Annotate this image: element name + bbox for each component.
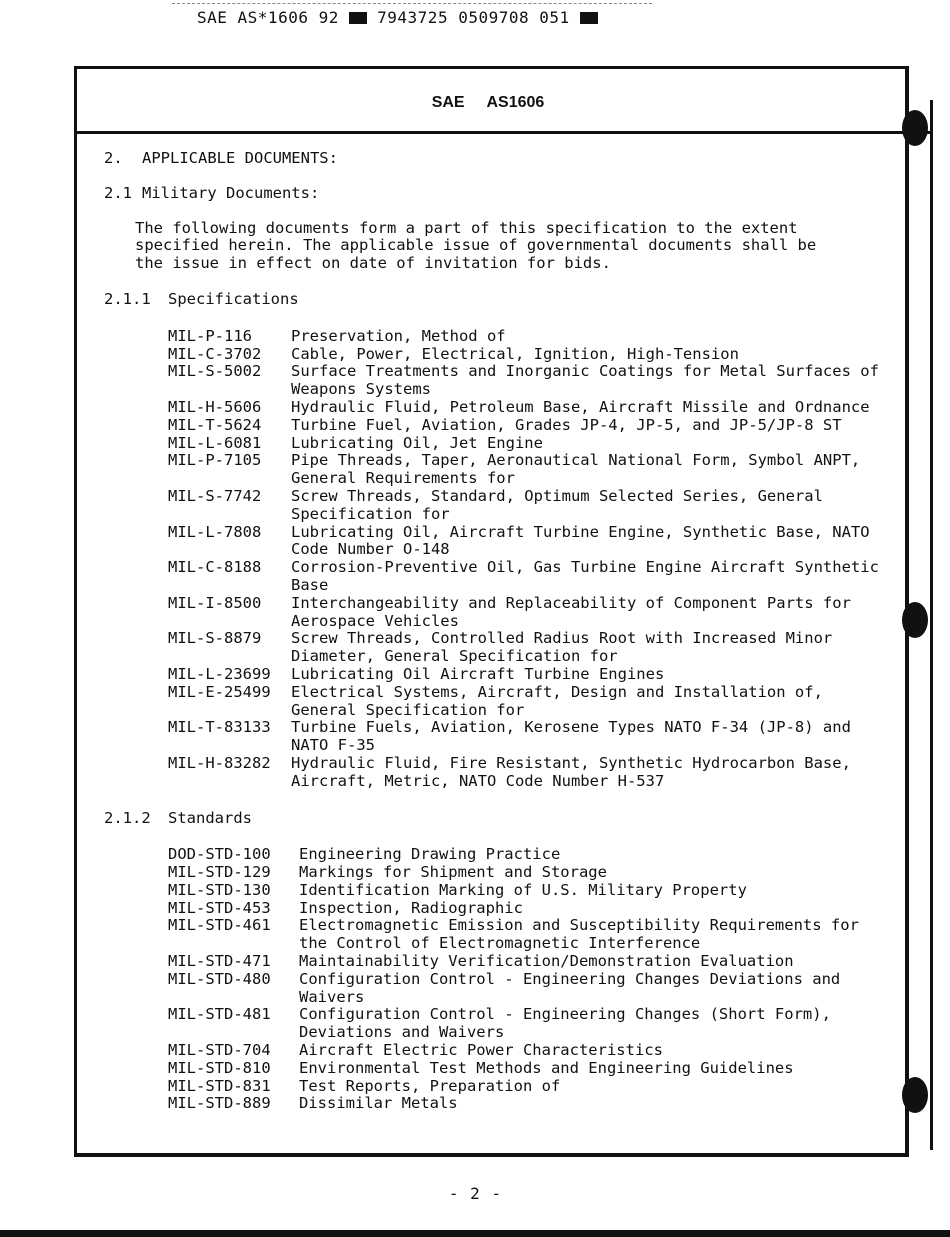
black-block-mark	[580, 12, 598, 24]
std-code: MIL-STD-461	[168, 916, 271, 935]
std-code: MIL-STD-129	[168, 863, 271, 882]
doc-code-middle: 7943725 0509708 051	[377, 8, 570, 27]
std-code: MIL-STD-471	[168, 952, 271, 971]
list-item	[168, 595, 894, 631]
std-title: Markings for Shipment and Storage	[299, 863, 607, 882]
spec-title: Pipe Threads, Taper, Aeronautical National Form, Symbol ANPT, General Requirements for	[291, 451, 861, 488]
bottom-scan-bar	[0, 1230, 950, 1237]
top-scan-rule	[172, 3, 652, 4]
spec-code: MIL-P-7105	[168, 451, 262, 470]
section-heading	[104, 150, 894, 168]
list-item	[168, 1006, 894, 1042]
spec-code: MIL-S-7742	[168, 486, 262, 505]
std-title: Test Reports, Preparation of	[299, 1076, 561, 1095]
punch-hole	[902, 602, 928, 638]
spec-title: Preservation, Method of	[291, 326, 506, 345]
list-item	[168, 971, 894, 1007]
std-code: MIL-STD-889	[168, 1094, 271, 1113]
section-title: Military Documents:	[142, 183, 320, 202]
list-item	[168, 864, 894, 882]
specifications-list	[168, 328, 894, 791]
spec-title: Screw Threads, Standard, Optimum Selected Series, General Specification for	[291, 486, 823, 523]
list-item	[168, 666, 894, 684]
std-code: MIL-STD-704	[168, 1041, 271, 1060]
punch-hole	[902, 1077, 928, 1113]
list-item	[168, 1060, 894, 1078]
standards-list	[168, 846, 894, 1113]
spec-code: MIL-L-23699	[168, 664, 271, 683]
list-item	[168, 559, 894, 595]
std-title: Configuration Control - Engineering Changes Deviations and Waivers	[299, 969, 841, 1006]
spec-code: MIL-I-8500	[168, 593, 262, 612]
intro-paragraph	[135, 220, 875, 273]
list-item	[168, 684, 894, 720]
spec-code: MIL-C-3702	[168, 344, 262, 363]
list-item	[168, 435, 894, 453]
list-item	[168, 346, 894, 364]
section-heading	[104, 810, 894, 828]
std-code: MIL-STD-480	[168, 969, 271, 988]
section-number: 2.1.1	[104, 289, 151, 308]
list-item	[168, 953, 894, 971]
section-number: 2.1	[104, 183, 132, 202]
std-title: Environmental Test Methods and Engineering Guidelines	[299, 1058, 794, 1077]
spec-code: MIL-E-25499	[168, 682, 271, 701]
list-item	[168, 1095, 894, 1113]
list-item	[168, 488, 894, 524]
spec-title: Hydraulic Fluid, Petroleum Base, Aircraft Missile and Ordnance	[291, 397, 870, 416]
spec-title: Surface Treatments and Inorganic Coatings for Metal Surfaces of Weapons Systems	[291, 362, 879, 399]
std-code: MIL-STD-481	[168, 1005, 271, 1024]
spec-code: MIL-C-8188	[168, 558, 262, 577]
list-item	[168, 846, 894, 864]
section-number: 2.	[104, 149, 123, 167]
std-title: Identification Marking of U.S. Military Property	[299, 880, 747, 899]
list-item	[168, 1078, 894, 1096]
list-item	[168, 630, 894, 666]
spec-code: MIL-S-5002	[168, 362, 262, 381]
list-item	[168, 363, 894, 399]
header-rule	[74, 131, 932, 134]
std-code: MIL-STD-810	[168, 1058, 271, 1077]
spec-code: MIL-P-116	[168, 326, 252, 345]
doc-code-left: SAE AS*1606 92	[197, 8, 339, 27]
spec-code: MIL-H-83282	[168, 753, 271, 772]
list-item	[168, 882, 894, 900]
list-item	[168, 719, 894, 755]
std-title: Dissimilar Metals	[299, 1094, 458, 1113]
std-title: Maintainability Verification/Demonstration Evaluation	[299, 952, 794, 971]
list-item	[168, 917, 894, 953]
list-item	[168, 452, 894, 488]
std-code: MIL-STD-831	[168, 1076, 271, 1095]
spec-title: Cable, Power, Electrical, Ignition, High-Tension	[291, 344, 739, 363]
list-item	[168, 1042, 894, 1060]
list-item	[168, 524, 894, 560]
list-item	[168, 328, 894, 346]
page-number: - 2 -	[448, 1184, 502, 1203]
section-heading	[104, 185, 894, 203]
spec-title: Turbine Fuel, Aviation, Grades JP-4, JP-5, and JP-5/JP-8 ST	[291, 415, 842, 434]
header-org: SAE	[431, 94, 465, 111]
std-title: Engineering Drawing Practice	[299, 845, 561, 864]
punch-hole	[902, 110, 928, 146]
paragraph-line: the issue in effect on date of invitation for bids.	[135, 254, 611, 273]
spec-code: MIL-H-5606	[168, 397, 262, 416]
spec-title: Interchangeability and Replaceability of Component Parts for Aerospace Vehicles	[291, 593, 851, 630]
std-title: Electromagnetic Emission and Susceptibility Requirements for the Control of Electromagnetic Interference	[299, 916, 859, 953]
std-code: MIL-STD-453	[168, 898, 271, 917]
spec-title: Electrical Systems, Aircraft, Design and Installation of, General Specification for	[291, 682, 823, 719]
std-title: Inspection, Radiographic	[299, 898, 523, 917]
spec-code: MIL-L-7808	[168, 522, 262, 541]
section-title: Specifications	[168, 289, 299, 308]
spec-code: MIL-T-5624	[168, 415, 262, 434]
spec-title: Lubricating Oil, Jet Engine	[291, 433, 543, 452]
std-title: Aircraft Electric Power Characteristics	[299, 1041, 663, 1060]
section-heading	[104, 291, 894, 309]
section-title: APPLICABLE DOCUMENTS:	[142, 149, 338, 167]
spec-code: MIL-T-83133	[168, 718, 271, 737]
std-code: MIL-STD-130	[168, 880, 271, 899]
paragraph-line: The following documents form a part of this specification to the extent	[135, 218, 798, 237]
spec-title: Corrosion-Preventive Oil, Gas Turbine Engine Aircraft Synthetic Base	[291, 558, 879, 594]
spec-title: Turbine Fuels, Aviation, Kerosene Types NATO F-34 (JP-8) and NATO F-35	[291, 718, 851, 755]
section-title: Standards	[168, 808, 252, 827]
black-block-mark	[349, 12, 367, 24]
list-item	[168, 399, 894, 417]
spec-code: MIL-S-8879	[168, 629, 262, 648]
header-doc-number: AS1606	[486, 94, 545, 111]
spec-code: MIL-L-6081	[168, 433, 262, 452]
document-code-line	[197, 8, 598, 27]
page-header	[74, 94, 902, 112]
spec-title: Lubricating Oil Aircraft Turbine Engines	[291, 664, 665, 683]
list-item	[168, 900, 894, 918]
std-code: DOD-STD-100	[168, 845, 271, 864]
list-item	[168, 417, 894, 435]
spec-title: Screw Threads, Controlled Radius Root with Increased Minor Diameter, General Specification for	[291, 629, 833, 666]
spec-title: Lubricating Oil, Aircraft Turbine Engine, Synthetic Base, NATO Code Number O-148	[291, 522, 870, 559]
std-title: Configuration Control - Engineering Changes (Short Form), Deviations and Waivers	[299, 1005, 831, 1042]
section-number: 2.1.2	[104, 808, 151, 827]
binding-edge	[930, 100, 933, 1150]
paragraph-line: specified herein. The applicable issue of governmental documents shall be	[135, 236, 817, 255]
spec-title: Hydraulic Fluid, Fire Resistant, Synthetic Hydrocarbon Base, Aircraft, Metric, NATO Code Number H-537	[291, 753, 851, 790]
document-body	[104, 150, 894, 1113]
list-item	[168, 755, 894, 791]
